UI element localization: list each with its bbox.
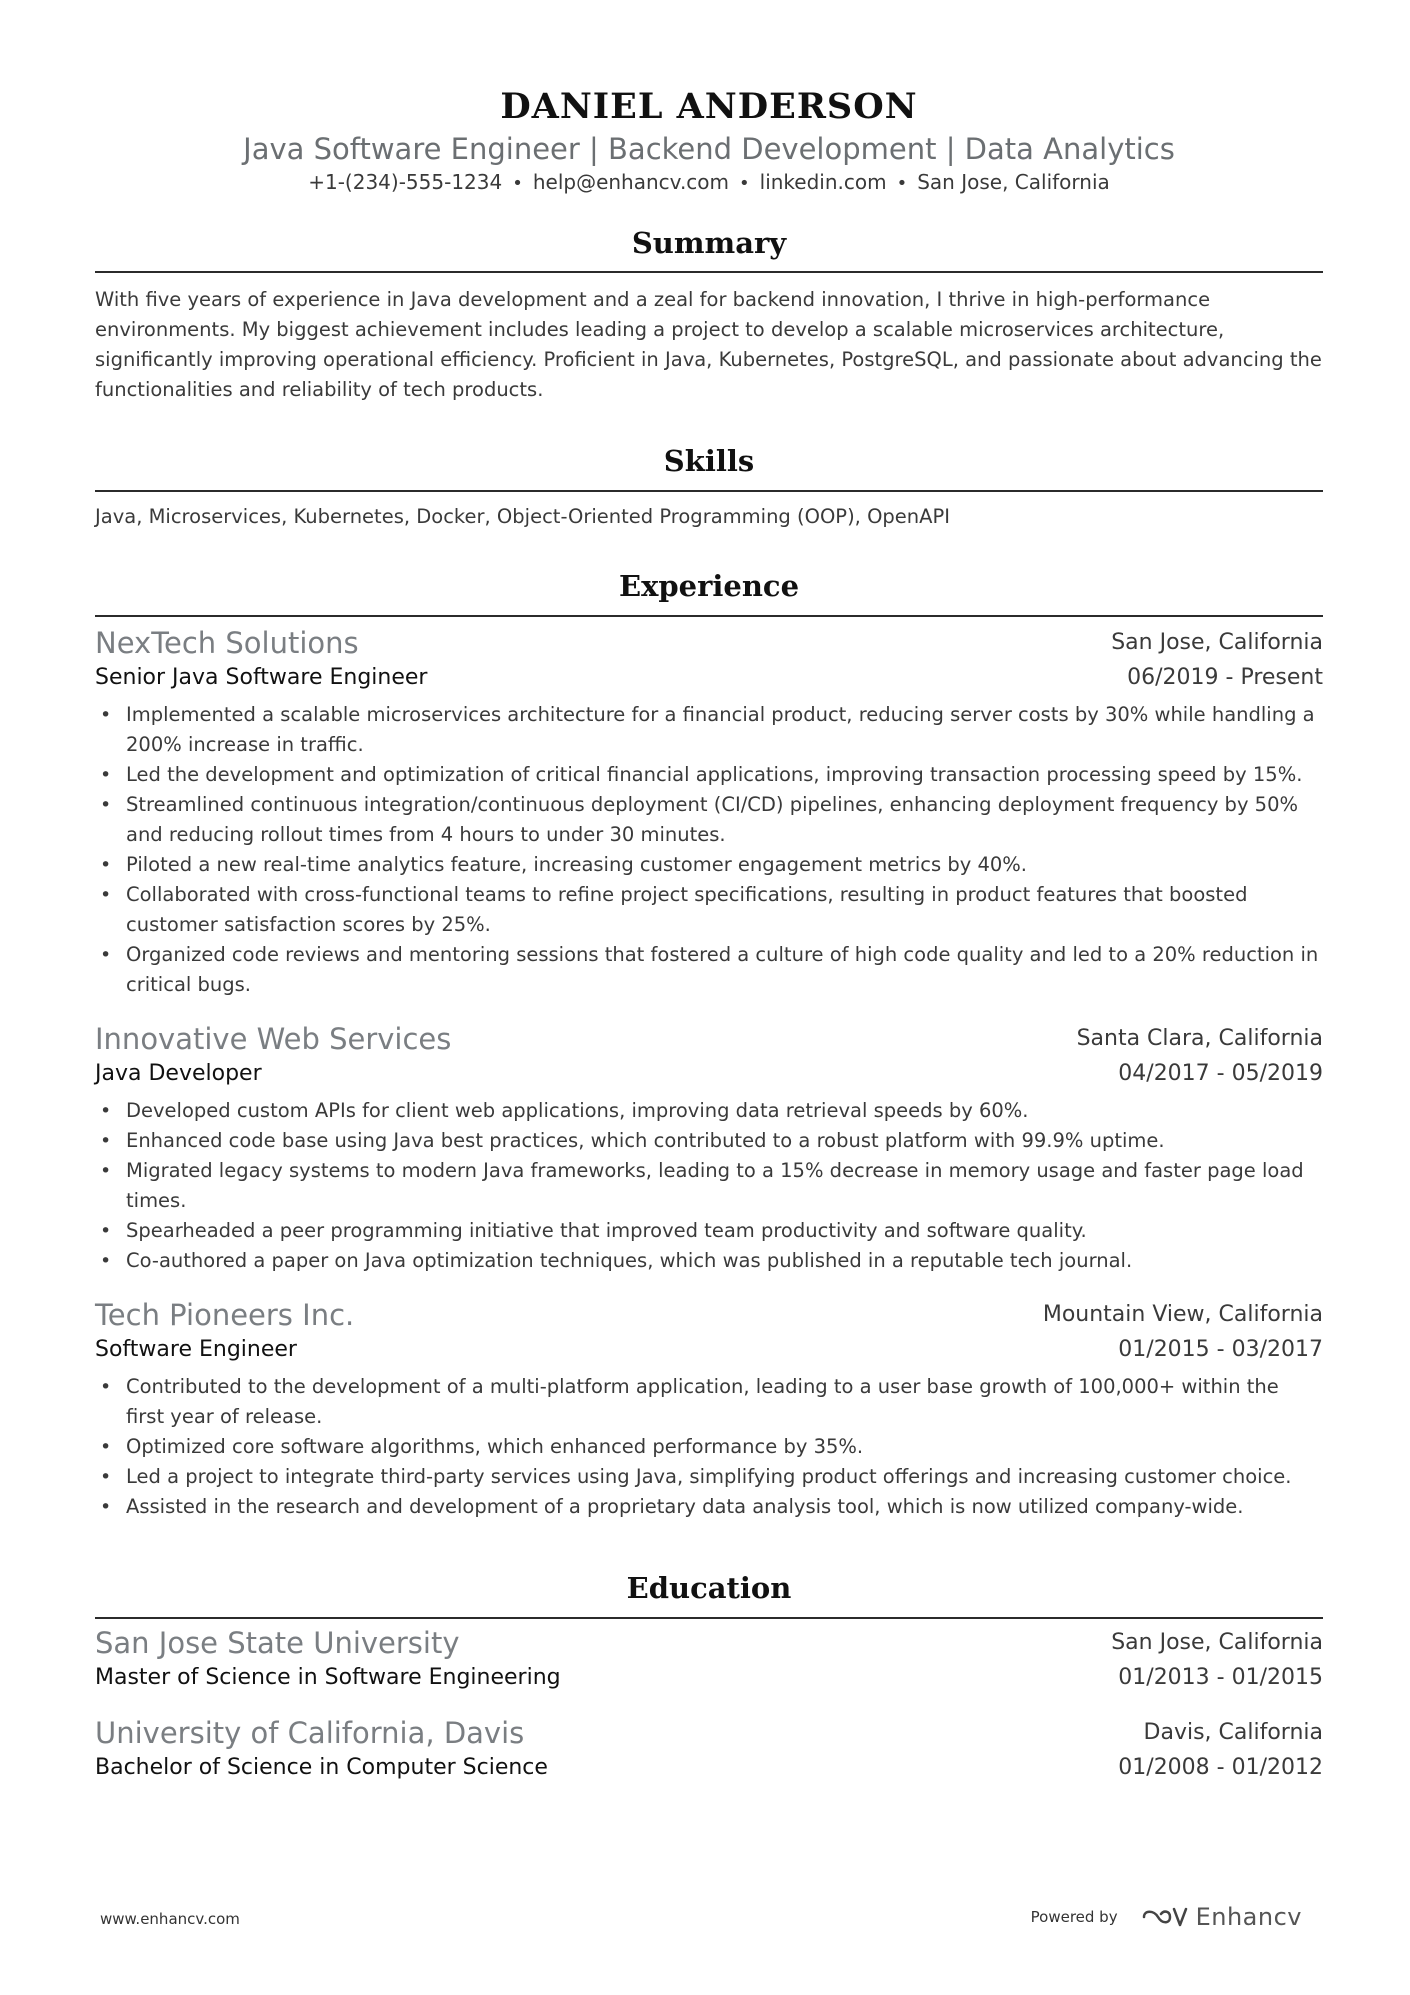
job-title: Java Developer	[95, 1061, 262, 1086]
separator-dot-icon: •	[739, 173, 750, 194]
school-name: University of California, Davis	[95, 1716, 525, 1750]
list-item: • Implemented a scalable microservices architecture for a financial product, reducing server costs by 30% while handling a 200% increase in traffic.	[95, 700, 1323, 760]
contact-line	[95, 170, 1323, 194]
section-divider	[95, 490, 1323, 492]
candidate-name: DANIEL ANDERSON	[500, 86, 918, 127]
job-dates: 04/2017 - 05/2019	[1118, 1061, 1323, 1086]
job-location: Santa Clara, California	[1076, 1026, 1323, 1051]
bullet-icon: •	[100, 1436, 112, 1458]
list-item: • Piloted a new real-time analytics feature, increasing customer engagement metrics by 40%.	[95, 850, 1323, 880]
list-item: • Organized code reviews and mentoring sessions that fostered a culture of high code quality and led to a 20% reduction in critical bugs.	[95, 940, 1323, 1000]
separator-dot-icon: •	[896, 173, 908, 194]
bullet-icon: •	[100, 1220, 112, 1242]
bullet-icon: •	[100, 854, 112, 876]
footer-website-link[interactable]: www.enhancv.com	[100, 1910, 240, 1928]
brand-name: Enhancv	[1195, 1903, 1302, 1931]
job-bullets	[95, 700, 1323, 1000]
list-item: • Enhanced code base using Java best practices, which contributed to a robust platform with 99.9% uptime.	[95, 1126, 1323, 1156]
bullet-icon: •	[100, 704, 112, 726]
section-title-skills: Skills	[663, 444, 755, 478]
list-item: • Optimized core software algorithms, which enhanced performance by 35%.	[95, 1432, 1323, 1462]
job-role-row	[95, 1061, 1323, 1093]
bullet-icon: •	[100, 944, 112, 966]
company-name: NexTech Solutions	[95, 626, 359, 660]
brand-logo[interactable]	[1140, 1903, 1302, 1931]
skills-text: Java, Microservices, Kubernetes, Docker, Object-Oriented Programming (OOP), OpenAPI	[95, 505, 951, 528]
job-bullets	[95, 1096, 1323, 1276]
enhancv-logo-icon	[1140, 1905, 1188, 1929]
bullet-icon: •	[100, 764, 112, 786]
company-name: Innovative Web Services	[95, 1022, 452, 1056]
bullet-icon: •	[100, 1496, 112, 1518]
job-bullets	[95, 1372, 1323, 1522]
list-item: • Collaborated with cross-functional teams to refine project specifications, resulting in product features that boosted customer satisfaction scores by 25%.	[95, 880, 1323, 940]
job-role-row	[95, 1337, 1323, 1369]
list-item: • Developed custom APIs for client web applications, improving data retrieval speeds by 60%.	[95, 1096, 1323, 1126]
section-divider	[95, 1617, 1323, 1619]
list-item: • Co-authored a paper on Java optimization techniques, which was published in a reputable tech journal.	[95, 1246, 1323, 1276]
school-name: San Jose State University	[95, 1626, 460, 1660]
degree-title: Bachelor of Science in Computer Science	[95, 1755, 548, 1780]
contact-email[interactable]: help@enhancv.com	[532, 170, 730, 194]
company-name: Tech Pioneers Inc.	[95, 1298, 355, 1332]
school-location: San Jose, California	[1111, 1630, 1323, 1655]
bullet-icon: •	[100, 1100, 112, 1122]
footer-branding	[1031, 1900, 1302, 1934]
bullet-icon: •	[100, 1250, 112, 1272]
summary-text: With five years of experience in Java development and a zeal for backend innovation, I thrive in high-performance environments. My biggest achievement includes leading a project to develop a scalable microservices architecture, significantly improving operational efficiency. Proficient in Java, Kubernetes, PostgreSQL, and passionate about advancing the functionalities and reliability of tech products.	[95, 288, 1322, 401]
candidate-headline: Java Software Engineer | Backend Development | Data Analytics	[243, 132, 1175, 166]
job-dates: 06/2019 - Present	[1127, 665, 1323, 690]
job-role-row	[95, 665, 1323, 697]
contact-phone: +1-(234)-555-1234	[308, 170, 503, 194]
list-item: • Migrated legacy systems to modern Java frameworks, leading to a 15% decrease in memory usage and faster page load times.	[95, 1156, 1323, 1216]
school-header	[95, 1716, 1323, 1752]
job-location: Mountain View, California	[1042, 1302, 1323, 1327]
list-item: • Contributed to the development of a multi-platform application, leading to a user base growth of 100,000+ within the first year of release.	[95, 1372, 1323, 1432]
list-item: • Led a project to integrate third-party services using Java, simplifying product offerings and increasing customer choice.	[95, 1462, 1323, 1492]
bullet-icon: •	[100, 1130, 112, 1152]
job-header	[95, 1022, 1323, 1058]
list-item: • Assisted in the research and development of a proprietary data analysis tool, which is now utilized company-wide.	[95, 1492, 1323, 1522]
bullet-icon: •	[100, 1466, 112, 1488]
list-item: • Streamlined continuous integration/continuous deployment (CI/CD) pipelines, enhancing deployment frequency by 50% and reducing rollout times from 4 hours to under 30 minutes.	[95, 790, 1323, 850]
powered-by-label: Powered by	[1030, 1908, 1118, 1926]
school-degree-row	[95, 1665, 1323, 1697]
section-title-summary: Summary	[631, 226, 787, 260]
job-dates: 01/2015 - 03/2017	[1118, 1337, 1323, 1362]
school-header	[95, 1626, 1323, 1662]
separator-dot-icon: •	[512, 173, 523, 194]
school-degree-row	[95, 1755, 1323, 1787]
job-location: San Jose, California	[1111, 630, 1323, 655]
school-dates: 01/2013 - 01/2015	[1118, 1665, 1323, 1690]
school-location: Davis, California	[1143, 1720, 1323, 1745]
job-header	[95, 1298, 1323, 1334]
section-title-education: Education	[626, 1571, 792, 1605]
bullet-icon: •	[100, 794, 112, 816]
bullet-icon: •	[100, 1376, 112, 1398]
job-title: Software Engineer	[95, 1337, 297, 1362]
school-dates: 01/2008 - 01/2012	[1118, 1755, 1323, 1780]
section-divider	[95, 615, 1323, 617]
section-divider	[95, 271, 1323, 273]
job-title: Senior Java Software Engineer	[95, 665, 428, 690]
degree-title: Master of Science in Software Engineering	[95, 1665, 561, 1690]
contact-location: San Jose, California	[917, 170, 1110, 194]
section-title-experience: Experience	[618, 569, 800, 603]
list-item: • Led the development and optimization of critical financial applications, improving transaction processing speed by 15%.	[95, 760, 1323, 790]
list-item: • Spearheaded a peer programming initiative that improved team productivity and software quality.	[95, 1216, 1323, 1246]
job-header	[95, 626, 1323, 662]
bullet-icon: •	[100, 884, 112, 906]
contact-linkedin[interactable]: linkedin.com	[759, 170, 887, 194]
bullet-icon: •	[100, 1160, 112, 1182]
